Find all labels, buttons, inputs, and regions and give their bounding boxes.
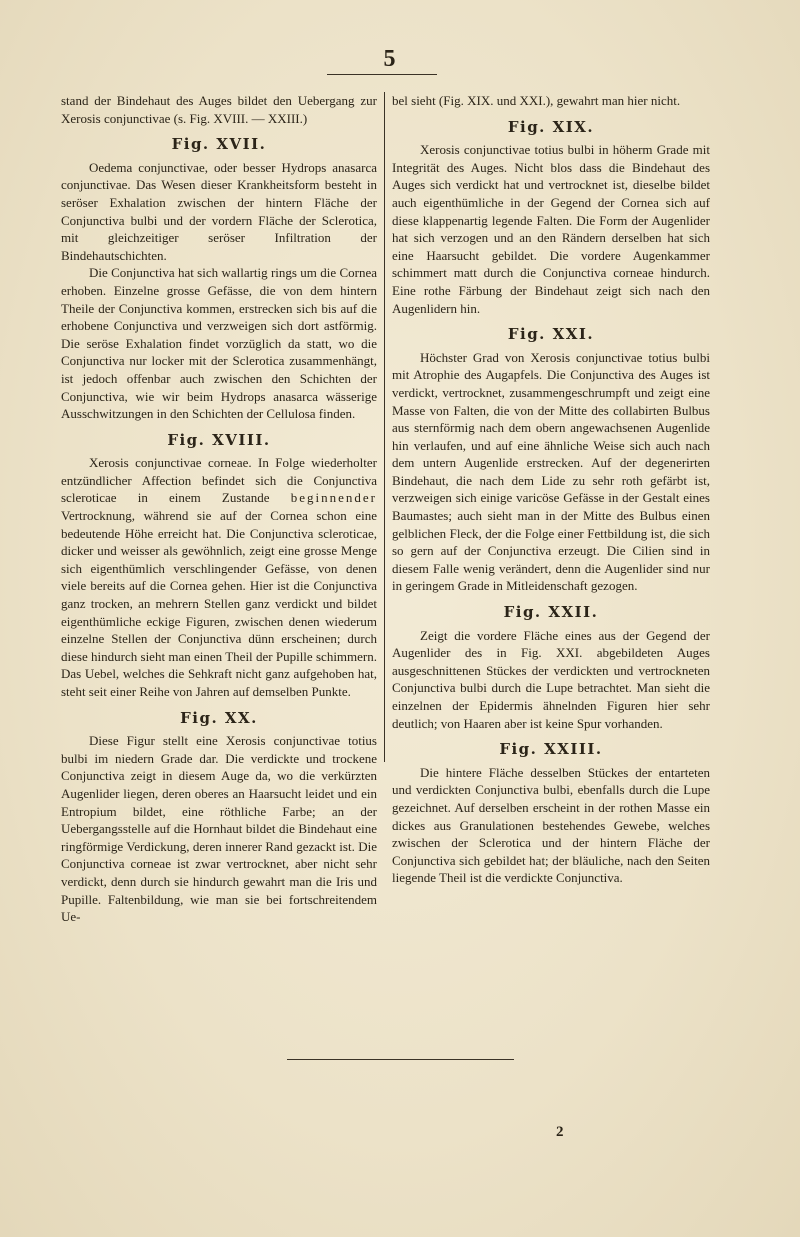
fig-18-heading: Fig. XVIII.: [167, 430, 271, 449]
fig-20-paragraph-1: Diese Figur stellt eine Xerosis conjunctivae totius bulbi im niedern Grade dar. Die verdickte und trockene Conjunctiva zeigt in diesem Auge da, wo die verkürzten Augenlider liegen, deren oberes an Haarsucht leidet und ein Entropium bildet, eine röthliche Farbe; an der Uebergangsstelle auf die Hornhaut bildet die Bindehaut eine ringförmige Verdickung, deren innerer Rand gezackt ist. Die Conjunctiva corneae ist zwar vertrocknet, aber nicht sehr verdickt, denn durch sie hindurch gewahrt man die Iris und Pupille. Faltenbildung, wie man sie bei fortschreitendem Ue-: [61, 733, 377, 925]
fig-18-text-start: Xerosis conjunctivae corneae. In Folge wiederholter entzündlicher Affection befindet sich die Conjunctiva scleroticae in einem Zustande: [61, 455, 377, 506]
fig-23-paragraph-1: Die hintere Fläche desselben Stückes der entarteten und verdickten Conjunctiva bulbi, ebenfalls durch die Lupe gezeichnet. Auf derselben erscheint in der rothen Masse ein dickes aus Granulationen bestehendes Gewebe, welches zwischen der Sclerotica und der hintern Fläche der Conjunctiva sich gebildet hat; der bläuliche, nach den Seiten liegende Theil ist die verdickte Conjunctiva.: [392, 764, 710, 886]
fig-17-paragraph-2: Die Conjunctiva hat sich wallartig rings um die Cornea erhoben. Einzelne grosse Gefässe, die von dem hintern Theile der Conjunctiva kommen, erstrecken sich bis auf die erhobene Conjunctiva und verzweigen sich dort astförmig. Die seröse Exhalation findet vorzüglich da statt, wo die Conjunctiva nur locker mit der Sclerotica zusammenhängt, ist jedoch offenbar auch zwischen den Schichten der Conjunctiva, wie wir beim Hydrops anasarca wässerige Ausschwitzungen in den Schichten der Cellulosa finden.: [61, 265, 377, 422]
column-divider: [384, 92, 385, 762]
fig-22-heading: Fig. XXII.: [503, 603, 599, 622]
fig-19-heading: Fig. XIX.: [507, 117, 595, 136]
fig-20-heading: Fig. XX.: [180, 708, 258, 727]
fig-18-spaced-word: beginnender: [290, 490, 377, 506]
fig-23-heading: Fig. XXIII.: [499, 740, 603, 759]
left-column: [61, 92, 377, 926]
fig-18-text-end: Vertrocknung, während sie auf der Cornea schon eine bedeutende Höhe erreicht hat. Die Conjunctiva scleroticae, dicker und weisser als gewöhnlich, zeigt eine grosse Menge sich eigenthümlich verschlingender Gefässe, von denen viele bereits auf die Cornea gehen. Hier ist die Conjunctiva ganz trocken, an mehrern Stellen ganz verdickt und bildet eigenthümliche eckige Figuren, zwischen denen wiederum einzelne Stellen der Conjunctiva dünn erscheinen; durch diese hindurch sieht man einen Theil der Pupille schimmern. Das Uebel, welches die Sehkraft nicht ganz aufgehoben hat, steht seit einer Reihe von Jahren auf demselben Punkte.: [61, 508, 377, 699]
intro-paragraph: stand der Bindehaut des Auges bildet den Uebergang zur Xerosis conjunctivae (s. Fig. XVIII. — XXIII.): [61, 93, 377, 126]
fig-21-heading: Fig. XXI.: [507, 325, 595, 344]
fig-18-paragraph-1: [61, 454, 377, 700]
fig-17-heading: Fig. XVII.: [171, 135, 267, 154]
footer-rule: [287, 1059, 514, 1060]
fig-22-paragraph-1: Zeigt die vordere Fläche eines aus der Gegend der Augenlider des in Fig. XXI. abgebildeten Auges ausgeschnittenen Stückes der verdickten und vertrockneten Conjunctiva bulbi durch die Lupe betrachtet. Man sieht die einzelnen der Epidermis ähnelnden Figuren hier sehr deutlich; von Haaren aber ist keine Spur vorhanden.: [392, 627, 710, 731]
fig-19-paragraph-1: Xerosis conjunctivae totius bulbi in höherm Grade mit Integrität des Auges. Nicht blos dass die Bindehaut des Auges sich verdickt hat und vertrocknet ist, dieselbe bildet auch eigenthümliche in der Gegend der Cornea sich auf diese klappenartig legende Falten. Die Form der Augenlider hat sich verzogen und an den Rändern derselben hat sich eine Haarsucht gebildet. Die vordere Augenkammer schimmert matt durch die Conjunctiva corneae hindurch. Eine rothe Färbung der Bindehaut zeigt sich nach den Augenlidern hin.: [392, 142, 710, 316]
fig-17-paragraph-1: Oedema conjunctivae, oder besser Hydrops anasarca conjunctivae. Das Wesen dieser Krankheitsform besteht in seröser Exhalation zwischen der hintern Fläche der Conjunctiva bulbi und der vordern Fläche der Sclerotica, mit gleichzeitiger seröser Infiltration der Bindehautschichten.: [61, 159, 377, 263]
header-rule: [327, 74, 437, 75]
right-column: [392, 92, 710, 887]
page-number: 5: [383, 46, 397, 72]
continuation-paragraph: bel sieht (Fig. XIX. und XXI.), gewahrt man hier nicht.: [392, 93, 681, 108]
fig-21-paragraph-1: Höchster Grad von Xerosis conjunctivae totius bulbi mit Atrophie des Augapfels. Die Conjunctiva des Auges ist verdickt, vertrocknet, zusammengeschrumpft und zeigt eine Masse von Falten, die von der Mitte des collabirten Bulbus aus sternförmig nach dem obern angewachsenen Augenlide hin verlaufen, und auf eine ähnliche Weise sich auch nach dem untern Augenlide erstrecken. Auf der degenerirten Bindehaut, die nach dem Lide zu sehr roth gefärbt ist, verzweigen sich einige varicöse Gefässe in der Gestalt eines Baumastes; auch sieht man in der Mitte des Bulbus einen gelblichen Fleck, der die Folge einer Fettbildung ist, die sich so gern auf der Conjunctiva erzeugt. Die Cilien sind in diesem Falle wenig verändert, denn die Augenlider sind nur in geringem Grade in Mitleidenschaft gezogen.: [392, 349, 710, 594]
signature-mark: 2: [556, 1124, 564, 1140]
